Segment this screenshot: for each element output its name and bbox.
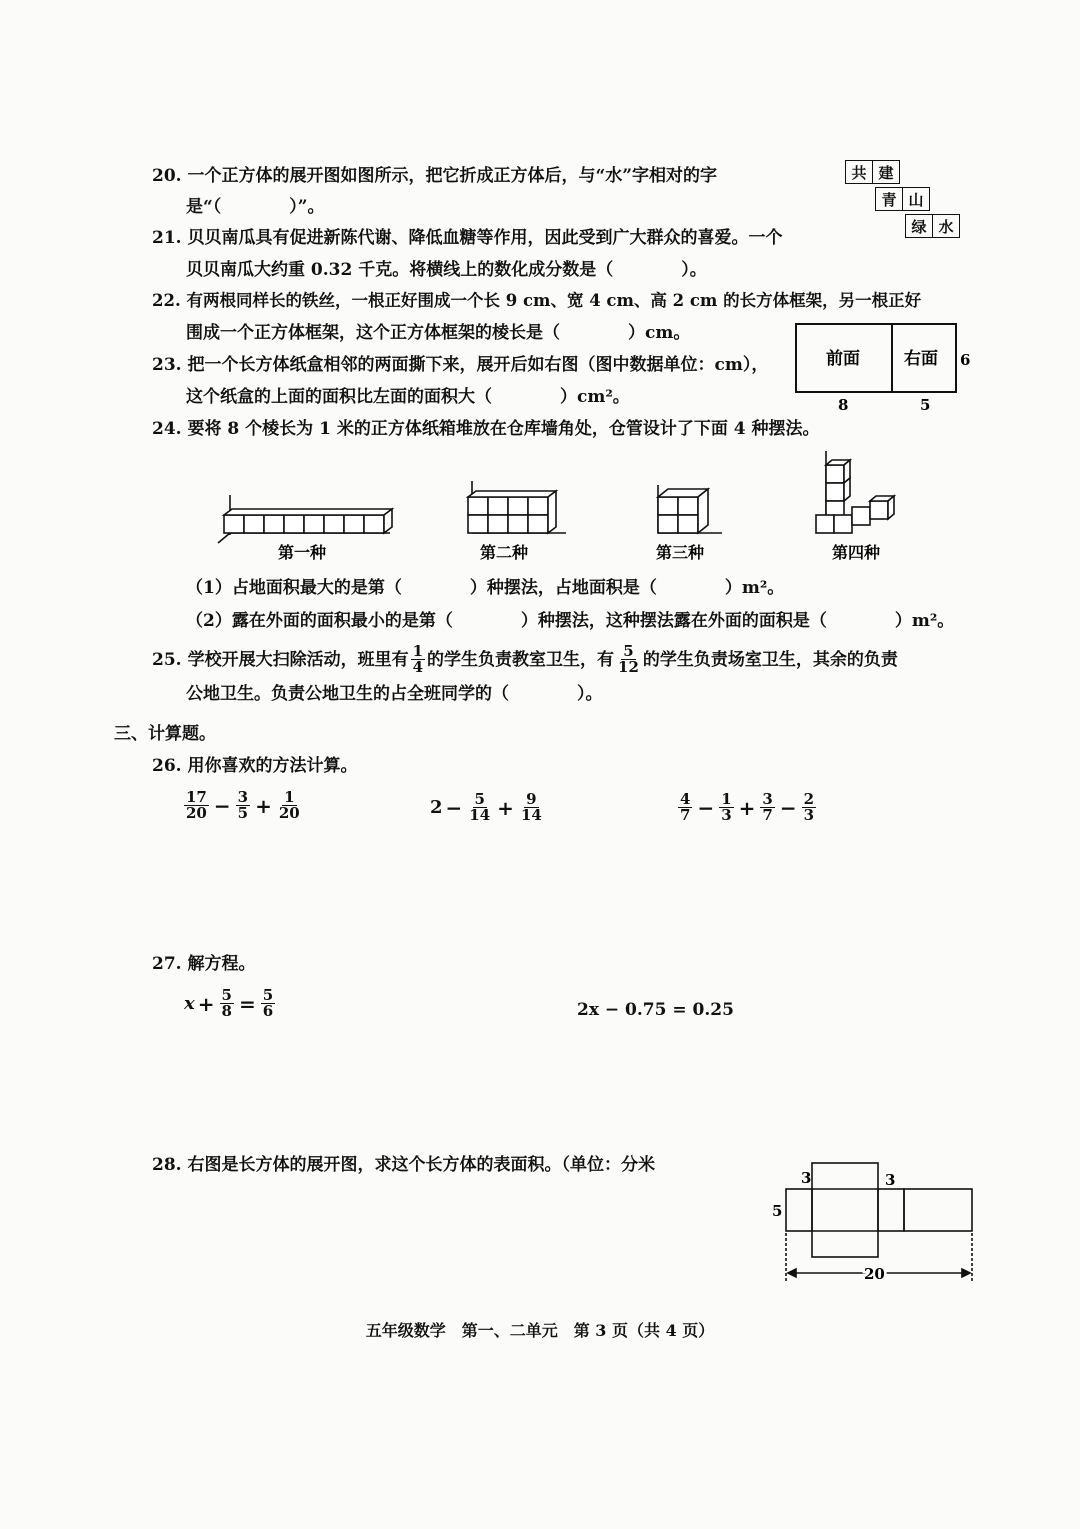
e1-a-num: 17 bbox=[186, 788, 207, 806]
e1-a-den: 20 bbox=[186, 804, 207, 822]
e3-op1: − bbox=[697, 795, 715, 820]
q26-heading bbox=[152, 754, 358, 778]
q24-sub1: （1）占地面积最大的是第（ ）种摆法，占地面积是（ ）m²。 bbox=[186, 578, 785, 598]
e3-c-num: 3 bbox=[762, 790, 773, 808]
page-footer: 五年级数学 第一、二单元 第 3 页（共 4 页） bbox=[365, 1321, 715, 1340]
q28-cuboid-net-figure bbox=[760, 1155, 990, 1295]
e2-b-num: 5 bbox=[474, 790, 485, 808]
q25-f2-denominator: 12 bbox=[618, 658, 639, 676]
q24-sub2: （2）露在外面的面积最小的是第（ ）种摆法，这种摆法露在外面的面积是（ ）m²。 bbox=[186, 611, 955, 631]
cube-net-figure bbox=[845, 160, 970, 245]
layout-4-figure bbox=[816, 451, 894, 533]
e1-op1: − bbox=[213, 793, 231, 818]
q22-line2: 围成一个正方体框架，这个正方体框架的棱长是（ ）cm。 bbox=[186, 323, 691, 343]
right-width-label: 5 bbox=[920, 396, 931, 414]
layout-2-label: 第二种 bbox=[480, 543, 529, 562]
front-width-label: 8 bbox=[838, 396, 849, 414]
net-dim-length: 20 bbox=[864, 1265, 885, 1283]
layout-4-label: 第四种 bbox=[832, 543, 881, 562]
q26-title: 用你喜欢的方法计算。 bbox=[187, 756, 358, 776]
front-face-label: 前面 bbox=[826, 349, 860, 369]
e2-b-den: 14 bbox=[469, 806, 491, 824]
q27-number: 27. bbox=[152, 954, 182, 974]
e2-op2: + bbox=[497, 795, 514, 820]
q25-f1-denominator: 4 bbox=[412, 658, 424, 676]
e1-frac-c bbox=[277, 790, 302, 821]
e1-frac-b bbox=[236, 790, 250, 821]
e2-frac-b bbox=[467, 792, 492, 823]
e3-frac-d bbox=[802, 792, 816, 823]
eq1-x: x bbox=[184, 993, 195, 1014]
q27-heading bbox=[152, 952, 256, 976]
e2-a: 2 bbox=[430, 797, 443, 818]
q20-line1 bbox=[152, 164, 717, 188]
e3-a-den: 7 bbox=[680, 806, 691, 824]
e1-c-num: 1 bbox=[284, 788, 295, 806]
q27-equation-1 bbox=[184, 988, 277, 1019]
q20-number: 20. bbox=[152, 166, 182, 186]
e3-op2: + bbox=[738, 795, 756, 820]
q23-number: 23. bbox=[152, 355, 182, 375]
q24-text-1: 要将 8 个棱长为 1 米的正方体纸箱堆放在仓库墙角处，仓管设计了下面 4 种摆法。 bbox=[187, 419, 820, 439]
eq1-f-num: 5 bbox=[221, 986, 232, 1004]
e3-d-den: 3 bbox=[803, 806, 815, 824]
net-dim-b: 3 bbox=[885, 1171, 896, 1189]
q23-text-1: 把一个长方体纸盒相邻的两面撕下来，展开后如右图（图中数据单位：cm）， bbox=[187, 355, 769, 375]
q23-unfolded-box-figure bbox=[790, 318, 980, 418]
eq1-equals: = bbox=[238, 991, 256, 1016]
q25-fraction-1 bbox=[411, 644, 425, 675]
q26-expression-2 bbox=[430, 792, 546, 823]
q22-text-1: 有两根同样长的铁丝，一根正好围成一个长 9 cm、宽 4 cm、高 2 cm 的长方体框架，另一根正好 bbox=[186, 291, 922, 310]
q27-equation-2: 2x − 0.75 = 0.25 bbox=[577, 1000, 734, 1020]
net-row-1 bbox=[845, 160, 900, 184]
e1-b-den: 5 bbox=[237, 804, 249, 822]
q22-number: 22. bbox=[152, 291, 181, 310]
q26-expression-1 bbox=[182, 790, 304, 821]
q25-fraction-2 bbox=[616, 644, 641, 675]
e2-c-num: 9 bbox=[526, 790, 537, 808]
q25-f1-numerator: 1 bbox=[412, 642, 424, 660]
eq1-r-num: 5 bbox=[262, 986, 274, 1004]
q21-line1 bbox=[152, 226, 783, 250]
net-center-strip bbox=[812, 1163, 878, 1257]
q21-text-1: 贝贝南瓜具有促进新陈代谢、降低血糖等作用，因此受到广大群众的喜爱。一个 bbox=[187, 228, 783, 248]
eq1-r-den: 6 bbox=[262, 1002, 274, 1020]
layout-2-figure bbox=[468, 481, 566, 533]
q28-number: 28. bbox=[152, 1155, 182, 1175]
net-cell-gong: 共 bbox=[846, 161, 873, 184]
q27-title: 解方程。 bbox=[187, 954, 256, 974]
e3-frac-c bbox=[760, 792, 774, 823]
net-cell-shui: 水 bbox=[933, 215, 960, 238]
q23-line2: 这个纸盒的上面的面积比左面的面积大（ ）cm²。 bbox=[186, 387, 630, 407]
q25-text-2: 的学生负责教室卫生，有 bbox=[427, 649, 615, 670]
height-label: 6 bbox=[960, 351, 971, 369]
q23-line1 bbox=[152, 353, 768, 377]
q25-f2-numerator: 5 bbox=[623, 642, 634, 660]
right-face-label: 右面 bbox=[904, 349, 938, 369]
net-cell-shan: 山 bbox=[903, 188, 930, 211]
e3-frac-b bbox=[719, 792, 733, 823]
q25-text-3: 的学生负责场室卫生，其余的负责 bbox=[642, 649, 898, 670]
q25-number: 25. bbox=[152, 649, 182, 670]
q24-number: 24. bbox=[152, 419, 182, 439]
e3-op3: − bbox=[779, 795, 797, 820]
net-cell-qing: 青 bbox=[876, 188, 903, 211]
e1-b-num: 3 bbox=[237, 788, 249, 806]
net-cell-lv: 绿 bbox=[906, 215, 933, 238]
net-back-face bbox=[904, 1189, 972, 1231]
q20-text-1: 一个正方体的展开图如图所示，把它折成正方体后，与“水”字相对的字 bbox=[187, 166, 718, 186]
e2-frac-c bbox=[519, 792, 544, 823]
net-row-3 bbox=[905, 214, 960, 238]
layout-3-figure bbox=[658, 485, 722, 533]
q25-line2: 公地卫生。负责公地卫生的占全班同学的（ ）。 bbox=[186, 684, 603, 704]
net-dim-h: 5 bbox=[772, 1202, 783, 1220]
e3-d-num: 2 bbox=[803, 790, 815, 808]
q25-line1 bbox=[152, 644, 898, 675]
eq1-f-den: 8 bbox=[221, 1002, 232, 1020]
e3-b-num: 1 bbox=[721, 790, 732, 808]
q26-number: 26. bbox=[152, 756, 182, 776]
q20-line2: 是“（ ）”。 bbox=[186, 197, 325, 217]
e3-frac-a bbox=[678, 792, 692, 823]
net-left-face bbox=[786, 1189, 812, 1231]
q28-text: 右图是长方体的展开图，求这个长方体的表面积。（单位：分米 bbox=[187, 1155, 655, 1175]
e2-op1: − bbox=[445, 795, 463, 820]
layout-1-label: 第一种 bbox=[278, 543, 327, 562]
net-right-face bbox=[878, 1189, 904, 1231]
e1-frac-a bbox=[184, 790, 209, 821]
net-dim-a: 3 bbox=[801, 1169, 812, 1187]
q22-line1 bbox=[152, 289, 921, 313]
net-cell-jian: 建 bbox=[873, 161, 900, 184]
layout-3-label: 第三种 bbox=[656, 543, 705, 562]
e3-b-den: 3 bbox=[721, 806, 732, 824]
eq1-frac-right bbox=[261, 988, 275, 1019]
eq1-frac-left bbox=[220, 988, 234, 1019]
net-row-2 bbox=[875, 187, 930, 211]
eq1-op: + bbox=[197, 991, 215, 1016]
e1-op2: + bbox=[255, 793, 272, 818]
q24-line1 bbox=[152, 417, 820, 441]
q26-expression-3 bbox=[676, 792, 818, 823]
q28-line bbox=[152, 1153, 655, 1177]
e2-c-den: 14 bbox=[520, 806, 542, 824]
e3-c-den: 7 bbox=[762, 806, 773, 824]
section-3-heading: 三、计算题。 bbox=[114, 724, 216, 744]
layout-1-figure bbox=[218, 495, 392, 543]
e1-c-den: 20 bbox=[278, 804, 300, 822]
q25-text-1: 学校开展大扫除活动，班里有 bbox=[187, 649, 409, 670]
q24-stacking-figures bbox=[210, 445, 910, 570]
q21-number: 21. bbox=[152, 228, 182, 248]
q21-line2: 贝贝南瓜大约重 0.32 千克。将横线上的数化成分数是（ ）。 bbox=[186, 260, 707, 280]
e3-a-num: 4 bbox=[680, 790, 691, 808]
